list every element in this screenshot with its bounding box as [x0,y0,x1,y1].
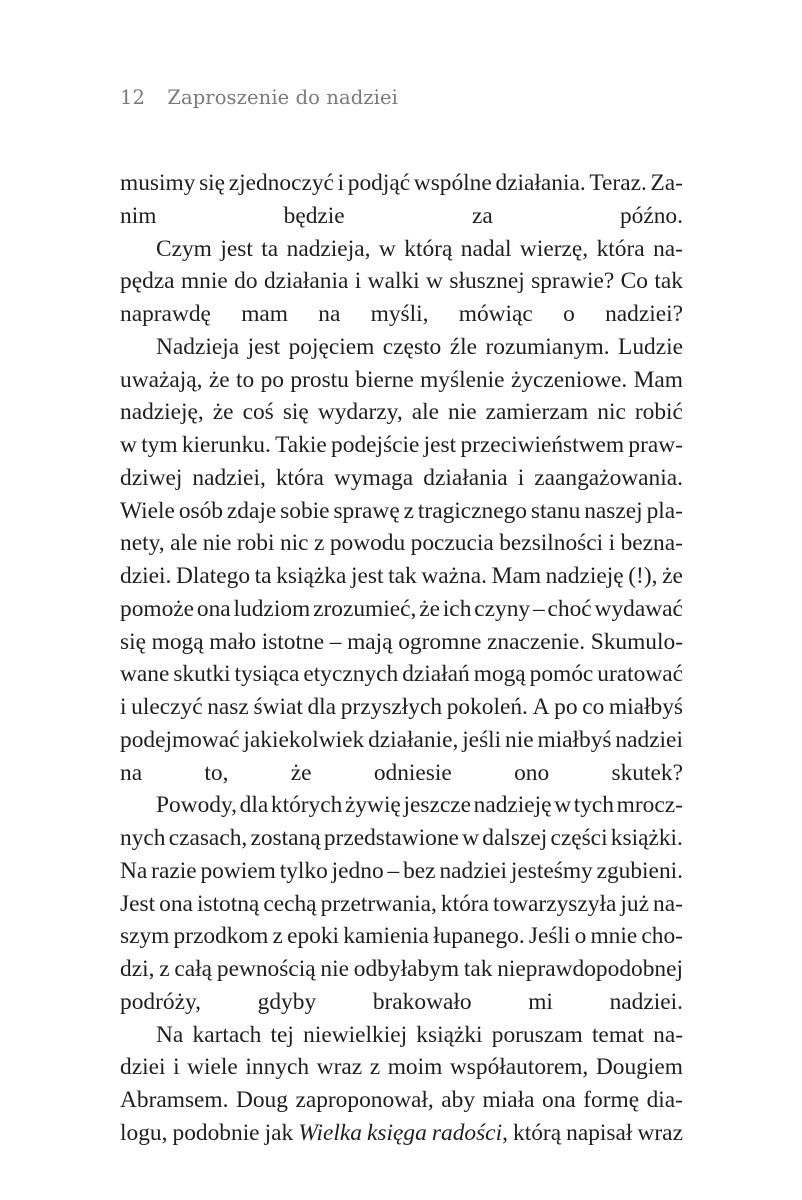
word: która [275,464,324,491]
word: Mam [491,563,542,589]
word: jak [264,1119,294,1146]
word: coś [242,399,274,426]
word: ludziom [233,595,311,622]
word: Jeśli [528,923,571,950]
word: choć [547,595,592,622]
word: skutek? [611,759,683,786]
text-line [120,233,683,266]
word: walki [367,268,420,295]
word: napisał [566,1119,633,1146]
word: na- [653,1021,683,1048]
word: razie [151,857,197,884]
word: prostu [290,366,349,393]
text-line [120,1117,683,1150]
text-line [120,560,683,593]
word: jedno [331,857,384,884]
word: z [403,497,414,524]
word: ta [254,563,272,589]
word: często [382,333,442,360]
word: nadzieja, [286,235,371,262]
word: odniesie [373,759,452,786]
word: nie [448,399,477,426]
word: sprawę [333,497,400,524]
word: nadziei [615,726,683,753]
word: że [290,759,312,786]
book-title-word: radości, [431,1119,508,1146]
word: co [582,694,605,720]
word: działania [423,464,508,491]
word: słusznej [449,268,525,295]
word: jeśli [462,726,502,753]
word: skutki [173,661,231,688]
word: źle [449,333,477,360]
word: zgubieni. [596,857,683,884]
word: Abramsem. [120,1087,229,1113]
word: Czym [156,235,212,262]
word: istotną [196,890,260,917]
word: łupanego. [433,923,525,950]
word: wspólne [413,170,492,196]
word: działania. [495,170,586,196]
word: Dlatego [175,563,251,589]
word: Doug [235,1087,288,1113]
word: poczucia [410,530,494,557]
word: podjąć [347,170,411,196]
text-line [120,200,683,233]
word: podejście [331,432,420,458]
word: zjednoczyć [228,170,334,196]
word: jest [247,333,281,360]
word: tym [141,432,178,458]
word: w [554,792,572,819]
word: na [120,759,143,786]
word: ta [261,235,279,262]
word: robi [236,530,275,557]
word: pomóc [529,661,594,688]
word: jakiekolwiek [243,726,365,753]
word: wierzę, [519,235,589,262]
word: praw- [628,432,683,458]
text-line [120,986,683,1019]
word: nieprawdopodobnej [497,956,683,982]
word: współautorem, [449,1054,589,1081]
word: przetrwania, [320,890,437,917]
word: innych [245,1054,310,1081]
word: w [462,825,480,851]
word: myśli, [370,301,429,327]
word: mogą [151,628,204,655]
word: mnie [180,268,228,295]
word: na- [653,235,683,262]
word: kartach [192,1021,262,1048]
word: do [234,268,258,295]
text-line [120,527,683,560]
word: których [270,792,343,819]
word: jeszcze [403,792,471,819]
book-title-word: księga [367,1119,427,1146]
word: pokoleń. [446,694,528,720]
text-line [120,298,683,331]
word: o [563,301,575,327]
word: i [517,464,525,491]
word: uleczyć [131,694,203,720]
word: książka [276,563,347,589]
word: myślenie [420,366,505,393]
word: w [378,235,396,262]
text-line [120,265,683,298]
word: (!), [628,563,658,589]
text-line [120,462,683,495]
word: czasach, [168,825,248,851]
word: Na [156,1021,184,1048]
word: kierunku. [181,432,271,458]
word: z [313,530,325,557]
word: zaangażowania. [534,464,683,491]
word: się [120,628,146,655]
word: ale [170,530,198,557]
word: nie [505,726,534,753]
text-line [120,789,683,822]
word: która [596,235,645,262]
word: wraz [316,1054,363,1081]
word: szym [120,923,170,950]
text-line [120,1019,683,1052]
word: zdaje [226,497,277,524]
word: robić [634,399,683,426]
word: wydawać [594,595,683,622]
word: pojęciem [288,333,375,360]
word: znaczenie. [487,628,586,655]
word: nadal [460,235,512,262]
running-title: Zaproszenie do nadziei [167,86,398,109]
word: sprawie? [531,268,615,295]
word: nety, [120,530,165,557]
word: dziwej [120,464,183,491]
word: mnie [590,923,638,950]
word: po [554,694,578,720]
word: jesteśmy [510,857,593,884]
word: zrozumieć, [313,595,417,622]
word: bierne [355,366,414,393]
word: nadziei. [609,988,683,1015]
word: tej [270,1021,294,1048]
text-line [120,920,683,953]
word: cho- [641,923,683,950]
word: z [159,956,170,982]
word: odbyłabym [353,956,460,982]
word: ona [159,890,193,917]
word: dia- [646,1087,683,1113]
page-number: 12 [120,86,146,109]
word: przodkom [173,923,269,950]
word: logu, [120,1119,168,1146]
text-line [120,593,683,626]
word: miałbyś [537,726,612,753]
word: mogą [473,661,526,688]
word: nych [120,825,166,851]
word: i [337,170,345,196]
word: mówiąc [458,301,533,327]
word: tragicznego [417,497,528,524]
word: stanu [530,497,581,524]
word: mi [528,988,553,1015]
word: nie [202,530,232,557]
word: mam [241,301,288,327]
word: podobnie [172,1119,260,1146]
word: czyny [474,595,531,622]
word: temat [591,1021,644,1048]
word: książki. [610,825,683,851]
word: sobie [280,497,330,524]
word: nie [320,956,349,982]
word: powiem [200,857,276,884]
word: i [120,694,127,720]
text-line [120,429,683,462]
text-line [120,1051,683,1084]
word: Skumulo- [590,628,683,655]
word: to [236,366,255,393]
word: pomoże [120,595,195,622]
word: już [620,890,649,917]
word: całą [174,956,213,982]
word: dalszej [482,825,548,851]
word: dziei [120,1054,166,1081]
word: gdyby [257,988,317,1015]
word: przeciwieństwem [460,432,625,458]
word: działanie, [368,726,459,753]
word: nadzieję [545,563,624,589]
word: nadzieję, [120,399,204,426]
text-line [120,691,683,724]
word: jest [423,432,457,458]
word: Ludzie [618,333,683,360]
word: ona [196,595,231,622]
word: osób [178,497,224,524]
text-line [120,364,683,397]
word: wiele [187,1054,238,1081]
word: towarzyszyła [492,890,617,917]
word: bez [403,857,436,884]
word: nadziei? [605,301,683,327]
word: ważna. [421,563,487,589]
word: Za- [650,170,683,196]
word: nim [120,202,157,229]
word: poruszam [491,1021,583,1048]
word: aby [441,1087,476,1113]
word: się [199,170,226,196]
word: rozumianym. [485,333,610,360]
word: z [369,1054,381,1081]
word: części [550,825,608,851]
text-line [120,396,683,429]
word: bezsilności [499,530,604,557]
text-line [120,1084,683,1117]
word: naprawdę [120,301,211,327]
word: z [272,923,283,950]
word: brakowało [372,988,472,1015]
word: jest [220,235,253,262]
word: Co [620,268,648,295]
word: mają [347,628,393,655]
word: pędza [120,268,175,295]
word: Teraz. [589,170,647,196]
word: wraz [637,1119,683,1146]
word: etycznych [303,661,399,688]
word: cechą [263,890,317,917]
word: podróży, [120,988,201,1015]
body-text [120,167,683,1150]
word: tak [654,268,683,295]
word: przyszłych [340,694,443,720]
word: Jest [120,890,156,917]
word: która [440,890,489,917]
text-line [120,953,683,986]
word: którą [513,1119,562,1146]
text-line [120,822,683,855]
text-line [120,888,683,921]
word: ogromne [398,628,482,655]
word: Powody, [156,792,238,819]
word: że [419,595,440,622]
word: mrocz- [616,792,683,819]
text-line [120,757,683,790]
word: podejmować [120,726,240,753]
word: późno. [619,202,683,229]
word: to, [204,759,229,786]
word: ono [514,759,550,786]
word: nic [279,530,309,557]
word: naszej [584,497,643,524]
word: Na [120,857,148,884]
text-line [120,331,683,364]
word: nasz [207,694,249,720]
word: tak [388,563,417,589]
word: będzie [283,202,345,229]
word: dzi, [120,956,155,982]
word: że [212,399,234,426]
word: działań [402,661,470,688]
word: się [282,399,309,426]
running-header [120,86,398,109]
word: wydarzy, [317,399,403,426]
word: istotne [261,628,325,655]
word: pla- [646,497,683,524]
word: musimy [120,170,196,196]
book-title-word: Wielka [298,1119,362,1146]
word: życzeniowe. [510,366,628,393]
word: i [354,268,362,295]
word: kamienia [343,923,429,950]
word: mało [209,628,257,655]
word: – [387,857,400,884]
word: książki [416,1021,483,1048]
text-line [120,626,683,659]
word: że [208,366,230,393]
text-line [120,495,683,528]
word: żywię [344,792,401,819]
word: i [608,530,616,557]
word: w [120,432,137,458]
word: za [471,202,493,229]
word: Nadzieja [156,333,240,360]
word: zostaną [250,825,321,851]
word: tylko [279,857,328,884]
word: ale [411,399,439,426]
word: formę [583,1087,640,1113]
word: epoki [287,923,340,950]
word: zaproponował, [295,1087,434,1113]
word: niewielkiej [303,1021,408,1048]
word: zamierzam [485,399,589,426]
word: A [532,694,550,720]
word: moim [387,1054,443,1081]
word: uratować [597,661,683,688]
word: Wiele [120,497,175,524]
word: tysiąca [234,661,300,688]
word: świat [253,694,303,720]
word: że [662,563,683,589]
word: nadzieję [473,792,552,819]
word: Dougiem [595,1054,683,1081]
word: o [574,923,587,950]
word: ich [442,595,472,622]
word: – [329,628,342,655]
word: przedstawione [323,825,459,851]
word: uważają, [120,366,203,393]
text-line [120,724,683,757]
word: nic [597,399,626,426]
word: tych [573,792,615,819]
word: działania [263,268,349,295]
word: dla [239,792,269,819]
word: ona [542,1087,576,1113]
word: wane [120,661,170,688]
word: miałbyś [608,694,683,720]
text-line [120,855,683,888]
word: Takie [275,432,327,458]
word: pewnością [216,956,316,982]
word: tak [463,956,493,982]
word: dla [307,694,337,720]
word: powodu [329,530,406,557]
word: dziei. [120,563,172,589]
word: nadziei [439,857,507,884]
word: w [426,268,443,295]
word: po [260,366,284,393]
word: – [532,595,545,622]
word: miała [482,1087,535,1113]
word: na [318,301,341,327]
word: bezna- [620,530,683,557]
word: nadziei, [192,464,266,491]
text-line [120,167,683,200]
word: Mam [633,366,683,393]
word: na- [653,890,683,917]
word: którą [404,235,453,262]
word: i [173,1054,180,1081]
word: wymaga [333,464,414,491]
word: jest [351,563,384,589]
text-line [120,658,683,691]
